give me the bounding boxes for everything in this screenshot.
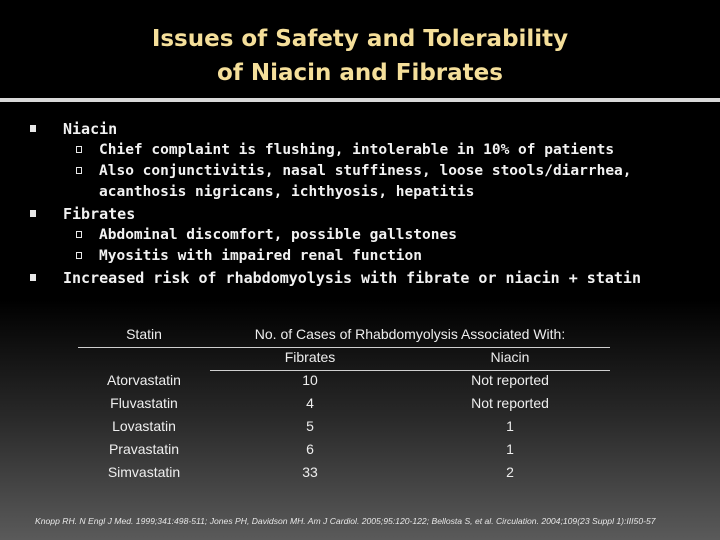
table-header-row [78, 322, 610, 345]
title-divider [0, 98, 720, 102]
cell-statin: Atorvastatin [107, 371, 181, 388]
sub-bullet-side-effects [0, 161, 720, 203]
sub-bullet-text: Myositis with impaired renal function [99, 248, 423, 264]
cell-niacin: 1 [506, 440, 514, 457]
sub-bullet-myositis [0, 246, 720, 267]
sub-bullet-abdominal [0, 225, 720, 246]
square-bullet-icon [30, 125, 36, 132]
header-cases: No. of Cases of Rhabdomyolysis Associated With: [254, 325, 566, 342]
table-row [78, 368, 610, 391]
cell-niacin: 2 [506, 463, 514, 480]
sub-bullet-text: Chief complaint is flushing, intolerable in 10% of patients [99, 142, 615, 158]
cell-fibrates: 4 [306, 394, 314, 411]
bullet-label: Fibrates [63, 205, 136, 223]
cell-fibrates: 10 [302, 371, 318, 388]
table-row [78, 391, 610, 414]
title-line-2: of Niacin and Fibrates [217, 60, 503, 86]
hollow-square-bullet-icon [76, 231, 82, 238]
bullet-risk [0, 267, 720, 289]
sub-bullet-text-line-1: Also conjunctivitis, nasal stuffiness, loose stools/diarrhea, [99, 163, 632, 179]
cell-statin: Simvastatin [107, 463, 181, 480]
bullet-fibrates [0, 203, 720, 225]
slide-title [0, 22, 720, 90]
bullet-label: Increased risk of rhabdomyolysis with fibrate or niacin + statin [63, 269, 641, 287]
cell-niacin: Not reported [471, 371, 549, 388]
hollow-square-bullet-icon [76, 167, 82, 174]
table-rule-header [78, 347, 610, 348]
cell-fibrates: 6 [306, 440, 314, 457]
bullet-list [0, 118, 720, 289]
table-rule-subheader [210, 370, 610, 371]
cell-fibrates: 33 [302, 463, 318, 480]
cell-fibrates: 5 [306, 417, 314, 434]
sub-bullet-flushing [0, 140, 720, 161]
cell-niacin: Not reported [471, 394, 549, 411]
square-bullet-icon [30, 274, 36, 281]
hollow-square-bullet-icon [76, 146, 82, 153]
references-footnote: Knopp RH. N Engl J Med. 1999;341:498-511; Jones PH, Davidson MH. Am J Cardiol. 2005;95:120-122; Bellosta S, et al. Circulation. 2004;109(23 Suppl 1):III50-57 [35, 516, 656, 526]
sub-bullet-text-line-2: acanthosis nigricans, ichthyosis, hepatitis [99, 184, 475, 200]
bullet-label: Niacin [63, 120, 118, 138]
cell-statin: Fluvastatin [110, 394, 178, 411]
header-fibrates: Fibrates [284, 348, 336, 365]
cell-statin: Lovastatin [112, 417, 176, 434]
bullet-niacin [0, 118, 720, 140]
square-bullet-icon [30, 210, 36, 217]
table-row [78, 460, 610, 483]
cell-statin: Pravastatin [108, 440, 180, 457]
table-row [78, 437, 610, 460]
title-line-1: Issues of Safety and Tolerability [151, 26, 569, 52]
cell-niacin: 1 [506, 417, 514, 434]
hollow-square-bullet-icon [76, 252, 82, 259]
sub-bullet-text: Abdominal discomfort, possible gallstones [99, 227, 457, 243]
header-statin: Statin [126, 325, 162, 342]
header-niacin: Niacin [490, 348, 530, 365]
table-subheader-row [78, 345, 610, 368]
table-row [78, 414, 610, 437]
